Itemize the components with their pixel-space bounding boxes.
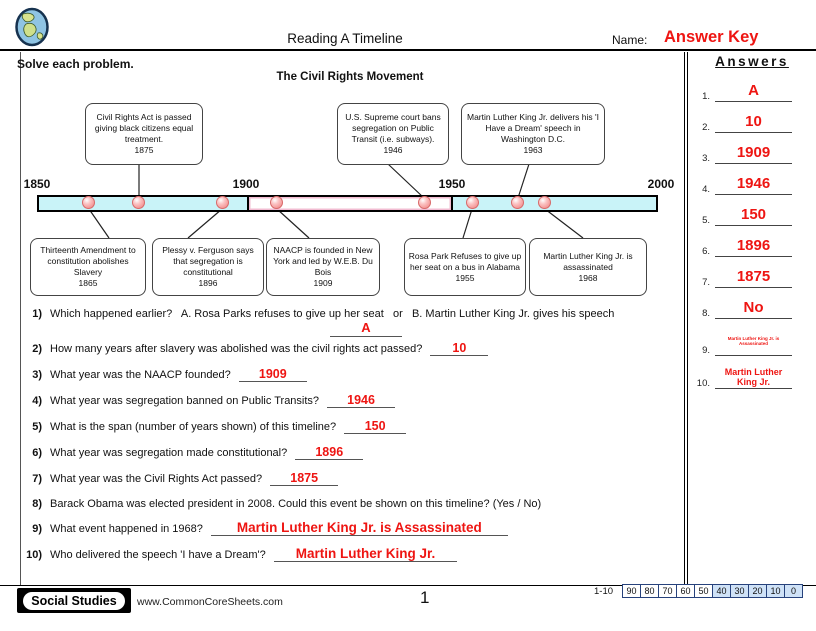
answer-item <box>694 113 792 133</box>
year-label-1900: 1900 <box>232 177 260 191</box>
question-text: What event happened in 1968? <box>50 523 203 535</box>
website-url: www.CommonCoreSheets.com <box>137 596 283 608</box>
score-cell[interactable]: 40 <box>712 584 731 598</box>
answer-value[interactable]: Martin Luther King Jr. is Assassinated <box>715 336 792 356</box>
answer-item <box>694 175 792 195</box>
instructions: Solve each problem. <box>17 57 134 71</box>
question-text: Barack Obama was elected president in 2008. Could this event be shown on this timeline? (Yes / No) <box>50 498 542 510</box>
timeline-dot-1955 <box>466 196 479 209</box>
event-box-1896 <box>152 238 264 296</box>
answer-blank[interactable]: 150 <box>344 419 406 434</box>
question-row <box>18 393 683 409</box>
subject-badge: Social Studies <box>23 592 124 610</box>
answer-item <box>694 237 792 257</box>
answer-value[interactable]: 10 <box>715 113 792 133</box>
name-value: Answer Key <box>664 28 759 46</box>
event-text: Plessy v. Ferguson says that segregation is constitutional <box>162 245 254 277</box>
event-box-1875 <box>85 103 203 165</box>
question-number: 9) <box>32 523 42 535</box>
page-number: 1 <box>420 588 430 607</box>
event-text: Rosa Park Refuses to give up her seat on a bus in Alabama <box>408 250 522 272</box>
event-year: 1955 <box>455 272 475 283</box>
answer-value[interactable]: A <box>715 82 792 102</box>
event-year: 1875 <box>134 145 154 155</box>
question-row <box>18 445 683 461</box>
question-number: 7) <box>32 473 42 485</box>
answer-item <box>694 82 792 102</box>
answer-item <box>694 367 792 389</box>
answer-number: 9. <box>702 345 710 356</box>
event-text: Civil Rights Act is passed giving black citizens equal treatment. <box>94 112 194 144</box>
timeline-dot-1968 <box>538 196 551 209</box>
answer-item <box>694 268 792 288</box>
event-year: 1896 <box>198 278 218 288</box>
score-table <box>623 584 803 598</box>
timeline-dot-1946 <box>418 196 431 209</box>
answer-item <box>694 206 792 226</box>
score-cell[interactable]: 0 <box>784 584 803 598</box>
event-box-1968 <box>529 238 647 296</box>
question-text: Which happened earlier? A. Rosa Parks refuses to give up her seat or B. Martin Luther King Jr. gives his speech <box>50 308 615 320</box>
answer-number: 6. <box>702 246 710 257</box>
score-cell[interactable]: 50 <box>694 584 713 598</box>
event-text: U.S. Supreme court bans segregation on Public Transit (i.e. subways). <box>345 112 441 144</box>
answer-blank[interactable]: Martin Luther King Jr. <box>274 547 458 562</box>
answer-blank[interactable]: 10 <box>430 341 488 356</box>
score-cell[interactable]: 70 <box>658 584 677 598</box>
answer-number: 5. <box>702 215 710 226</box>
event-box-1955 <box>404 238 526 296</box>
timeline-segment-1950-2000 <box>453 197 656 210</box>
question-number: 1) <box>32 308 42 320</box>
event-text: Martin Luther King Jr. delivers his 'I Have a Dream' speech in Washington D.C. <box>466 112 599 144</box>
timeline-dot-1865 <box>82 196 95 209</box>
question-text: What is the span (number of years shown) of this timeline? <box>50 421 337 433</box>
answer-value[interactable]: 1909 <box>715 144 792 164</box>
event-year: 1946 <box>383 145 403 155</box>
answer-value[interactable]: 1875 <box>715 268 792 288</box>
answer-number: 8. <box>702 308 710 319</box>
score-cell[interactable]: 10 <box>766 584 785 598</box>
event-box-1909 <box>266 238 380 296</box>
question-number: 6) <box>32 447 42 459</box>
event-year: 1968 <box>578 272 598 283</box>
score-range-label: 1-10 <box>594 586 614 597</box>
answer-blank[interactable]: 1875 <box>270 471 338 486</box>
answer-number: 3. <box>702 153 710 164</box>
question-number: 2) <box>32 343 42 355</box>
answer-number: 1. <box>702 91 710 102</box>
timeline-title: The Civil Rights Movement <box>276 71 424 83</box>
answer-blank[interactable]: 1946 <box>327 393 395 408</box>
question-number: 8) <box>32 498 42 510</box>
answer-item <box>694 336 792 356</box>
answer-number: 4. <box>702 184 710 195</box>
question-text: What year was segregation banned on Public Transits? <box>50 395 320 407</box>
answer-value[interactable]: No <box>715 299 792 319</box>
question-row <box>18 341 683 357</box>
year-label-1950: 1950 <box>438 177 466 191</box>
question-text: What year was segregation made constitutional? <box>50 447 288 459</box>
answer-blank[interactable]: 1896 <box>295 445 363 460</box>
header-divider <box>0 49 816 51</box>
answer-item <box>694 299 792 319</box>
score-cell[interactable]: 60 <box>676 584 695 598</box>
answer-number: 7. <box>702 277 710 288</box>
question-text: What year was the NAACP founded? <box>50 369 231 381</box>
page-title: Reading A Timeline <box>287 31 403 46</box>
name-label: Name: <box>612 33 648 47</box>
answer-blank[interactable]: Martin Luther King Jr. is Assassinated <box>211 521 508 536</box>
event-year: 1963 <box>523 145 543 155</box>
question-row <box>18 471 683 487</box>
timeline-dot-1875 <box>132 196 145 209</box>
timeline-dot-1909 <box>270 196 283 209</box>
answer-value[interactable]: 150 <box>715 206 792 226</box>
question-row <box>18 521 683 537</box>
question-number: 10) <box>26 549 42 561</box>
subject-badge-strip <box>17 588 131 613</box>
answer-blank[interactable]: A <box>330 320 402 337</box>
answer-value[interactable]: 1896 <box>715 237 792 257</box>
answer-blank[interactable]: 1909 <box>239 367 307 382</box>
answer-value[interactable]: 1946 <box>715 175 792 195</box>
globe-logo-icon <box>13 6 51 48</box>
event-box-1963 <box>461 103 605 165</box>
answer-item <box>694 144 792 164</box>
question-row <box>18 367 683 383</box>
event-text: Martin Luther King Jr. is assassinated <box>543 250 633 272</box>
event-year: 1865 <box>78 278 98 288</box>
question-text: Who delivered the speech 'I have a Dream'? <box>50 549 266 561</box>
event-text: Thirteenth Amendment to constitution abolishes Slavery <box>40 245 136 277</box>
event-text: NAACP is founded in New York and led by W.E.B. Du Bois <box>273 245 373 277</box>
score-cell[interactable]: 80 <box>640 584 659 598</box>
score-cell[interactable]: 20 <box>748 584 767 598</box>
timeline-dot-1963 <box>511 196 524 209</box>
event-box-1946 <box>337 103 449 165</box>
score-cell[interactable]: 90 <box>622 584 641 598</box>
question-number: 5) <box>32 421 42 433</box>
answer-value[interactable]: Martin Luther King Jr. <box>715 367 792 389</box>
answers-panel-title: Answers <box>715 54 789 69</box>
question-number: 3) <box>32 369 42 381</box>
answer-number: 2. <box>702 122 710 133</box>
question-row <box>18 497 683 512</box>
score-cell[interactable]: 30 <box>730 584 749 598</box>
year-label-2000: 2000 <box>647 177 675 191</box>
answers-column-divider <box>684 52 688 585</box>
question-text: How many years after slavery was abolished was the civil rights act passed? <box>50 343 423 355</box>
event-year: 1909 <box>313 278 333 288</box>
year-label-1850: 1850 <box>23 177 51 191</box>
question-row <box>18 547 683 563</box>
timeline-dot-1896 <box>216 196 229 209</box>
question-row <box>18 419 683 435</box>
question-text: What year was the Civil Rights Act passed? <box>50 473 263 485</box>
event-box-1865 <box>30 238 146 296</box>
answer-number: 10. <box>696 378 710 389</box>
question-number: 4) <box>32 395 42 407</box>
timeline-bar <box>37 195 658 212</box>
